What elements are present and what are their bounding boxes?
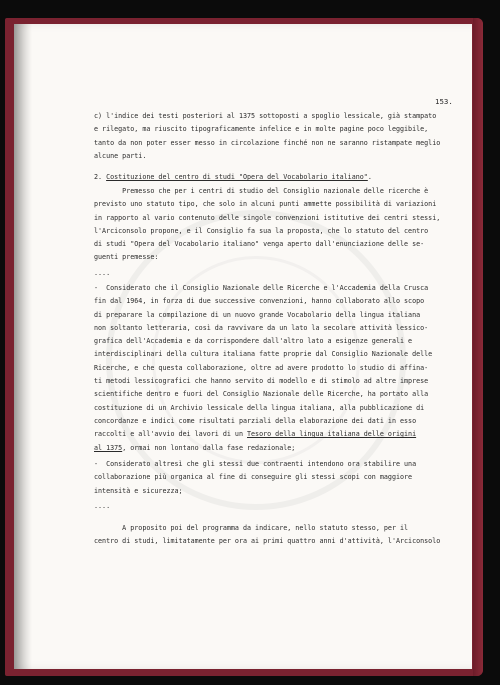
text-line: al 1375, ormai non lontano dalla fase redazionale;	[94, 443, 296, 452]
text-line: Ricerche, e che questa collaborazione, oltre ad avere prodotto lo studio di affina-	[94, 363, 429, 372]
text-line: l'Arciconsolo propone, e il Consiglio fa sua la proposta, che lo statuto del centro	[94, 226, 429, 235]
text-line: - Considerato altresì che gli stessi due contraenti intendono ora stabilire una	[94, 460, 417, 468]
text-line: interdisciplinari della cultura italiana fatte proprie dal Consiglio Nazionale delle	[94, 350, 433, 359]
paragraph-premise-2	[94, 458, 439, 498]
heading-title: Costituzione del centro di studi "Opera del Vocabolario italiano"	[106, 173, 368, 181]
paragraph-c	[94, 110, 439, 163]
text-line: guenti premesse:	[94, 253, 159, 262]
text-line: in rapporto al vario contenuto delle singole convenzioni istitutive dei centri stessi,	[94, 213, 441, 222]
text-line: raccolti e all'avvio dei lavori di un Tesoro della lingua italiana delle origini	[94, 430, 417, 439]
paragraph-closing	[94, 522, 439, 549]
section-heading	[94, 171, 439, 184]
heading-suffix: .	[367, 173, 372, 181]
cover-edge	[473, 18, 483, 676]
ellipsis-marker: ....	[94, 269, 111, 277]
text-line: alcune parti.	[94, 151, 147, 160]
text-line: di studi "Opera del Vocabolario italiano" venga aperto dall'enunciazione delle se-	[94, 240, 425, 249]
text-line: scientifiche dentro e fuori del Consiglio Nazionale delle Ricerche, ha portato alla	[94, 390, 429, 399]
tesoro-title: Tesoro della lingua italiana delle origini	[247, 430, 417, 439]
text-line: ti metodi lessicografici che hanno servito di modello e di stimolo ad altre imprese	[94, 377, 429, 386]
ellipsis-marker: ....	[94, 502, 111, 510]
document-page	[14, 24, 472, 669]
page-number: 153.	[435, 97, 453, 106]
text-line: Premesso che per i centri di studio del Consiglio nazionale delle ricerche è	[94, 187, 429, 195]
text-line: non soltanto letteraria, così da ravvivare da un lato la secolare attività lessico-	[94, 323, 429, 332]
text-line: centro di studi, limitatamente per ora ai primi quattro anni d'attività, l'Arciconsolo	[94, 537, 441, 546]
text-line: di preparare la compilazione di un nuovo grande Vocabolario della lingua italiana	[94, 310, 421, 319]
tesoro-title-end: al 1375	[94, 443, 123, 452]
paragraph-intro	[94, 185, 439, 265]
text-line: grafica dell'Accademia e da corrispondere dall'altro lato a esigenze generali e	[94, 337, 413, 346]
text-line: previsto uno statuto tipo, che solo in alcuni punti ammette possibilità di variazioni	[94, 200, 437, 209]
text-line: tanto da non poter esser messo in circolazione finché non ne saranno ristampate meglio	[94, 138, 441, 147]
paragraph-premise-1	[94, 282, 439, 455]
text-line: A proposito poi del programma da indicare, nello statuto stesso, per il	[94, 524, 409, 532]
text-line: concordanze e indici come risultati parziali della elaborazione dei dati in esso	[94, 416, 417, 425]
text-line: fin dal 1964, in forza di due successive convenzioni, hanno collaborato allo scopo	[94, 297, 425, 306]
text-line: collaborazione più organica al fine di conseguire gli stessi scopi con maggiore	[94, 473, 413, 482]
text-line: costituzione di un Archivio lessicale della lingua italiana, alla pubblicazione di	[94, 403, 425, 412]
text-line: intensità e sicurezza;	[94, 486, 183, 495]
heading-number: 2.	[94, 173, 107, 181]
text-line: c) l'indice dei testi posteriori al 1375 sottoposti a spoglio lessicale, già stampato	[94, 112, 437, 120]
text-line: - Considerato che il Consiglio Nazionale delle Ricerche e l'Accademia della Crusca	[94, 284, 429, 292]
gutter-shadow	[14, 24, 32, 669]
text-line: e rilegato, ma riuscito tipograficamente infelice e in molte pagine poco leggibile,	[94, 125, 429, 134]
